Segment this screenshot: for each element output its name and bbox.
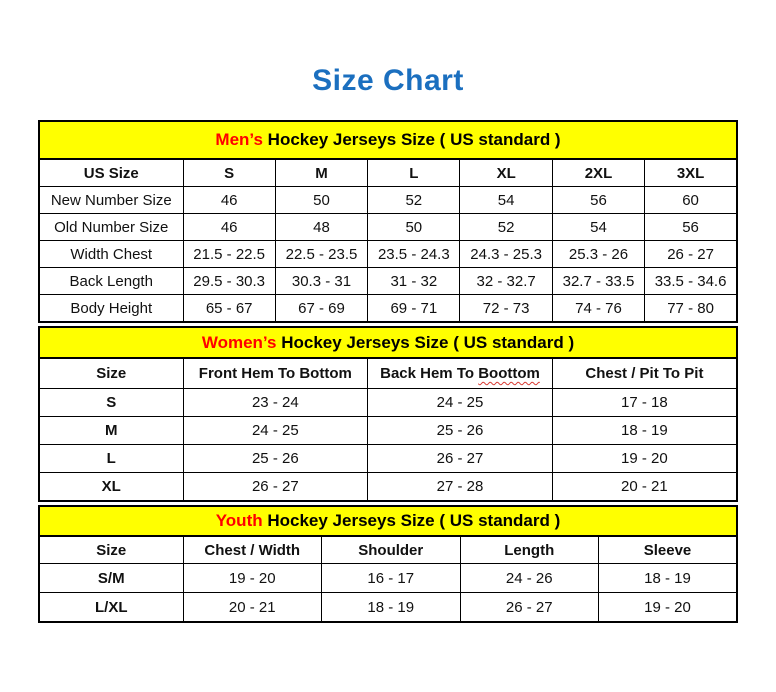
misspelled-word: Boottom <box>478 365 540 382</box>
column-header-label: Front Hem To Bottom <box>198 365 352 382</box>
size-value-cell: 56 <box>645 214 737 241</box>
table-row <box>39 241 737 268</box>
size-value-cell: 24.3 - 25.3 <box>460 241 552 268</box>
row-label: Back Length <box>39 268 183 295</box>
column-header-label: Chest / Width <box>204 541 301 559</box>
column-header-label: Length <box>504 541 555 559</box>
womens-title-rest: Hockey Jerseys Size ( US standard ) <box>276 332 575 352</box>
size-value-cell: 50 <box>275 187 367 214</box>
size-value-cell: 67 - 69 <box>275 295 367 323</box>
size-value-cell: 31 - 32 <box>368 268 460 295</box>
size-value-cell: 23 - 24 <box>183 389 368 417</box>
size-value-cell: 20 - 21 <box>552 473 737 502</box>
table-row <box>39 445 737 473</box>
size-value-cell: 29.5 - 30.3 <box>183 268 275 295</box>
size-value-cell: 69 - 71 <box>368 295 460 323</box>
row-label: Body Height <box>39 295 183 323</box>
mens-size-table <box>38 120 738 323</box>
column-header-label: 3XL <box>676 164 705 182</box>
size-value-cell: 60 <box>645 187 737 214</box>
size-value-cell: 26 - 27 <box>645 241 737 268</box>
size-value-cell: 17 - 18 <box>552 389 737 417</box>
size-value-cell: 54 <box>460 187 552 214</box>
size-value-cell: 20 - 21 <box>183 593 322 623</box>
column-header <box>275 159 367 187</box>
column-header <box>368 358 553 389</box>
column-header-label: Size <box>96 365 127 382</box>
row-label: XL <box>39 473 183 502</box>
column-header-label: S <box>224 164 235 182</box>
size-value-cell: 19 - 20 <box>183 564 322 593</box>
column-header <box>552 358 737 389</box>
size-value-cell: 18 - 19 <box>322 593 461 623</box>
column-header-label: M <box>315 164 328 182</box>
size-value-cell: 77 - 80 <box>645 295 737 323</box>
column-header-label: Sleeve <box>643 541 692 559</box>
size-value-cell: 65 - 67 <box>183 295 275 323</box>
column-header-label: Chest / Pit To Pit <box>585 365 704 382</box>
table-row <box>39 473 737 502</box>
size-value-cell: 25 - 26 <box>183 445 368 473</box>
size-value-cell: 26 - 27 <box>460 593 599 623</box>
size-value-cell: 25.3 - 26 <box>552 241 644 268</box>
size-value-cell: 52 <box>368 187 460 214</box>
column-header-label: XL <box>496 164 516 182</box>
column-header <box>645 159 737 187</box>
row-label: L <box>39 445 183 473</box>
womens-header-row <box>39 358 737 389</box>
size-value-cell: 19 - 20 <box>599 593 738 623</box>
youth-band-row <box>39 506 737 536</box>
table-row <box>39 593 737 623</box>
size-value-cell: 25 - 26 <box>368 417 553 445</box>
size-value-cell: 72 - 73 <box>460 295 552 323</box>
size-value-cell: 26 - 27 <box>183 473 368 502</box>
size-value-cell: 22.5 - 23.5 <box>275 241 367 268</box>
column-header <box>39 159 183 187</box>
mens-title-highlight: Men’s <box>215 130 263 149</box>
size-value-cell: 46 <box>183 187 275 214</box>
size-value-cell: 16 - 17 <box>322 564 461 593</box>
size-value-cell: 74 - 76 <box>552 295 644 323</box>
size-value-cell: 32.7 - 33.5 <box>552 268 644 295</box>
size-value-cell: 26 - 27 <box>368 445 553 473</box>
row-label: Width Chest <box>39 241 183 268</box>
row-label: S <box>39 389 183 417</box>
size-value-cell: 18 - 19 <box>599 564 738 593</box>
column-header-label: US Size <box>83 164 139 182</box>
column-header <box>322 536 461 564</box>
table-row <box>39 187 737 214</box>
column-header <box>460 536 599 564</box>
table-row <box>39 417 737 445</box>
youth-section-title <box>39 506 737 536</box>
size-value-cell: 19 - 20 <box>552 445 737 473</box>
column-header <box>368 159 460 187</box>
womens-section-title <box>39 327 737 358</box>
column-header-label: Size <box>96 541 127 559</box>
mens-band-row <box>39 121 737 159</box>
mens-title-rest: Hockey Jerseys Size ( US standard ) <box>262 130 561 149</box>
womens-size-table <box>38 326 738 502</box>
youth-header-row <box>39 536 737 564</box>
size-value-cell: 24 - 25 <box>183 417 368 445</box>
column-header <box>460 159 552 187</box>
size-tables-container <box>38 120 738 623</box>
youth-size-table <box>38 505 738 623</box>
column-header <box>39 358 183 389</box>
size-value-cell: 56 <box>552 187 644 214</box>
row-label: L/XL <box>39 593 183 623</box>
table-row <box>39 564 737 593</box>
table-row <box>39 214 737 241</box>
column-header <box>183 358 368 389</box>
column-header <box>39 536 183 564</box>
column-header <box>599 536 738 564</box>
womens-band-row <box>39 327 737 358</box>
size-value-cell: 24 - 25 <box>368 389 553 417</box>
size-value-cell: 21.5 - 22.5 <box>183 241 275 268</box>
row-label: S/M <box>39 564 183 593</box>
size-value-cell: 52 <box>460 214 552 241</box>
row-label: New Number Size <box>39 187 183 214</box>
table-row <box>39 268 737 295</box>
size-value-cell: 48 <box>275 214 367 241</box>
row-label: Old Number Size <box>39 214 183 241</box>
size-value-cell: 18 - 19 <box>552 417 737 445</box>
column-header <box>183 536 322 564</box>
size-value-cell: 54 <box>552 214 644 241</box>
table-row <box>39 389 737 417</box>
page-title: Size Chart <box>312 64 464 97</box>
column-header <box>552 159 644 187</box>
size-value-cell: 50 <box>368 214 460 241</box>
size-value-cell: 46 <box>183 214 275 241</box>
size-value-cell: 32 - 32.7 <box>460 268 552 295</box>
youth-title-rest: Hockey Jerseys Size ( US standard ) <box>262 511 561 530</box>
womens-title-highlight: Women’s <box>201 332 277 352</box>
row-label: M <box>39 417 183 445</box>
size-value-cell: 27 - 28 <box>368 473 553 502</box>
mens-header-row <box>39 159 737 187</box>
mens-section-title <box>39 121 737 159</box>
youth-title-highlight: Youth <box>215 511 263 530</box>
column-header-label: Shoulder <box>358 541 424 559</box>
size-value-cell: 30.3 - 31 <box>275 268 367 295</box>
size-value-cell: 24 - 26 <box>460 564 599 593</box>
column-header-label: L <box>409 164 419 182</box>
size-value-cell: 33.5 - 34.6 <box>645 268 737 295</box>
table-row <box>39 295 737 323</box>
size-value-cell: 23.5 - 24.3 <box>368 241 460 268</box>
column-header <box>183 159 275 187</box>
column-header-label: 2XL <box>584 164 613 182</box>
column-header-label: Back Hem To <box>380 365 479 382</box>
